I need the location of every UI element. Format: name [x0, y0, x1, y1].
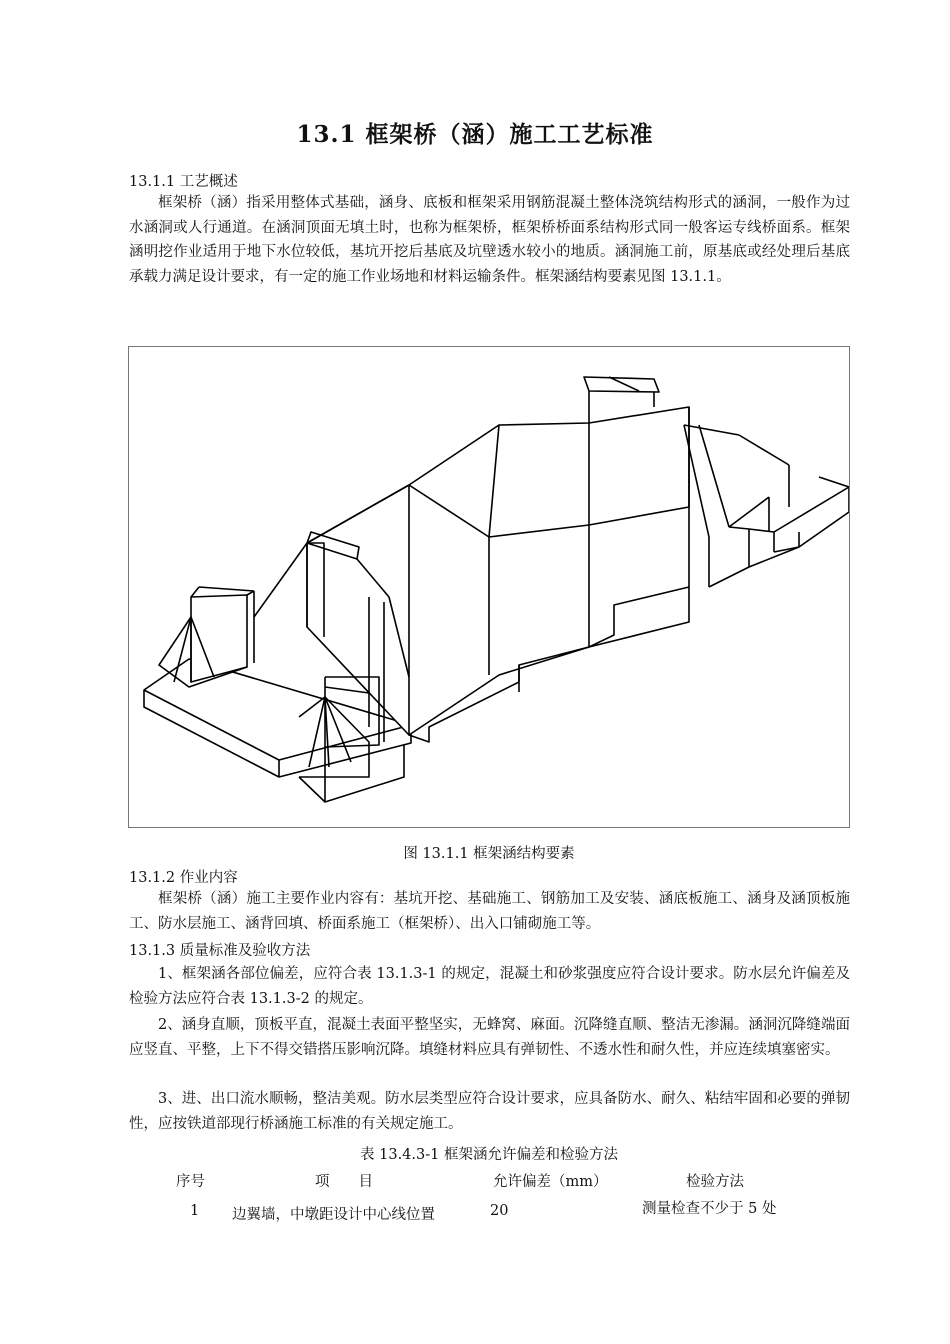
table-cell-item: 边翼墙，中墩距设计中心线位置	[232, 1207, 435, 1223]
figure-caption: 图 13.1.1 框架涵结构要素	[403, 846, 575, 862]
section-heading-1-1: 13.1.1 工艺概述	[129, 174, 238, 190]
table-cell-tolerance: 20	[490, 1203, 509, 1219]
quality-paragraph-2: 2、涵身直顺，顶板平直，混凝土表面平整坚实，无蜂窝、麻面。沉降缝直顺、整洁无渗漏。涵洞沉降缝端面应竖直、平整，上下不得交错搭压影响沉降。填缝材料应具有弹韧性、不透水性和耐久性，并应连续填塞密实。	[129, 1017, 850, 1058]
frame-culvert-drawing	[129, 347, 849, 827]
overview-paragraph: 框架桥（涵）指采用整体式基础，涵身、底板和框架采用钢筋混凝土整体浇筑结构形式的涵洞，一般作为过水涵洞或人行通道。在涵洞顶面无填土时，也称为框架桥，框架桥桥面系结构形式同一般客运专线桥面系。框架涵明挖作业适用于地下水位较低，基坑开挖后基底及坑壁透水较小的地质。涵洞施工前，原基底或经处理后基底承载力满足设计要求，有一定的施工作业场地和材料运输条件。框架涵结构要素见图 13.1.1。	[129, 195, 850, 285]
table-cell-method: 测量检查不少于 5 处	[642, 1201, 777, 1217]
page-title: 13.1 框架桥（涵）施工工艺标准	[296, 121, 654, 148]
section-heading-1-2: 13.1.2 作业内容	[129, 870, 238, 886]
quality-paragraph-1: 1、框架涵各部位偏差，应符合表 13.1.3-1 的规定，混凝土和砂浆强度应符合设计要求。防水层允许偏差及检验方法应符合表 13.1.3-2 的规定。	[129, 966, 850, 1007]
table-header-item: 项 目	[315, 1174, 373, 1190]
structure-figure	[128, 346, 850, 828]
table-caption: 表 13.4.3-1 框架涵允许偏差和检验方法	[360, 1147, 618, 1163]
section-heading-1-3: 13.1.3 质量标准及验收方法	[129, 943, 311, 959]
table-header-tolerance: 允许偏差（mm）	[493, 1174, 608, 1190]
table-header-no: 序号	[176, 1174, 205, 1190]
quality-paragraph-3: 3、进、出口流水顺畅，整洁美观。防水层类型应符合设计要求，应具备防水、耐久、粘结牢固和必要的弹韧性，应按铁道部现行桥涵施工标准的有关规定施工。	[129, 1091, 850, 1132]
work-content-paragraph: 框架桥（涵）施工主要作业内容有：基坑开挖、基础施工、钢筋加工及安装、涵底板施工、涵身及涵顶板施工、防水层施工、涵背回填、桥面系施工（框架桥）、出入口铺砌施工等。	[129, 891, 850, 932]
table-header-method: 检验方法	[686, 1174, 744, 1190]
table-cell-no: 1	[190, 1203, 200, 1219]
